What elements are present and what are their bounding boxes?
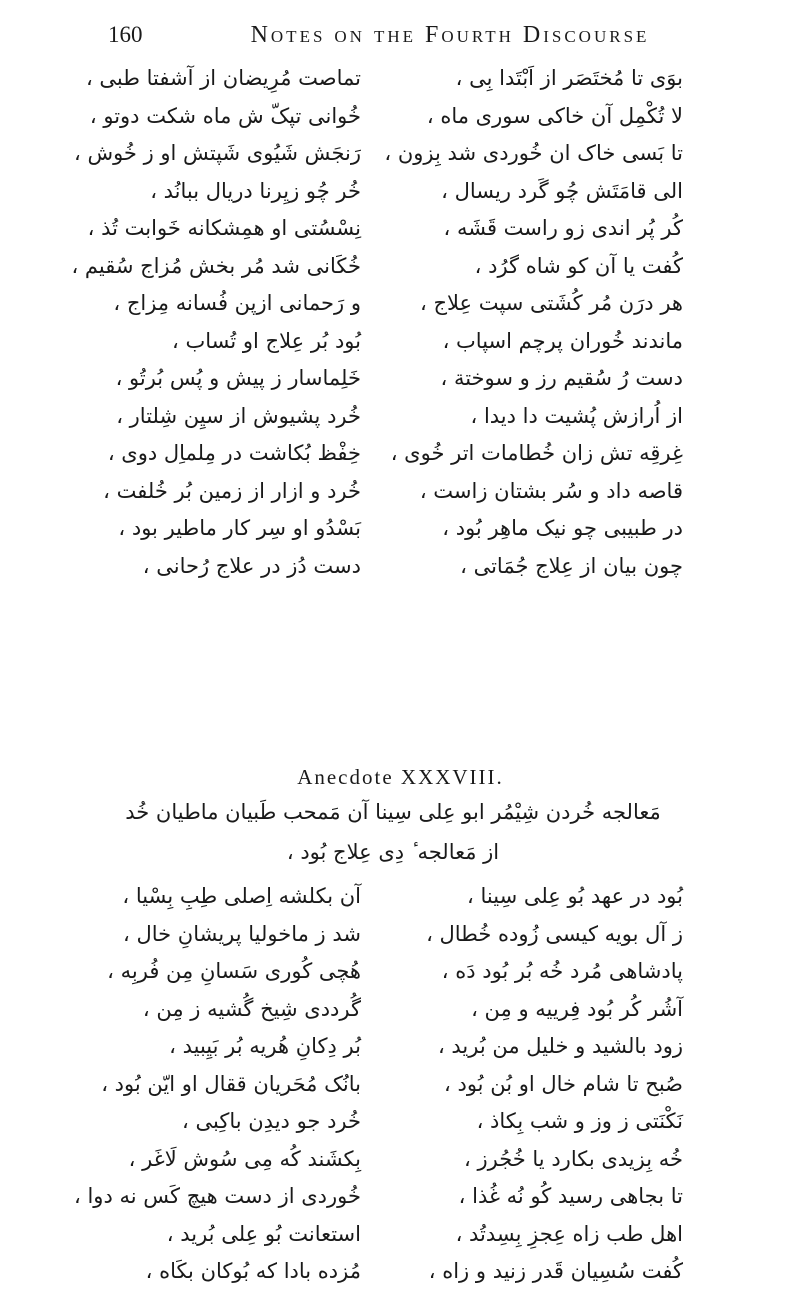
verse-line: بانُک مُحَریان ققال او ایّن بُود ، bbox=[101, 1071, 361, 1096]
verse-line: کُر پُر اندی زو راست قَشَه ، bbox=[443, 216, 683, 240]
verse-line: خُر چُو زیِرنا دریال ببانُد ، bbox=[150, 178, 361, 203]
verse-line: هُچی کُوری سَسانِ مِن فُربِه ، bbox=[107, 959, 361, 983]
verse-line: شد ز ماخولیا پریشانِ خال ، bbox=[123, 921, 361, 946]
verse-line: دست دُز در علاج رُحانی ، bbox=[142, 553, 361, 578]
verse-line: غِرقِه تش زان خُطامات اتر خُوی ، bbox=[390, 441, 683, 465]
verse-line: کُفت یا آن کو شاه گرُد ، bbox=[474, 253, 683, 278]
verse-line: خُوانی تپکّ ش ماه شکت دوتو ، bbox=[89, 103, 361, 128]
verse-line: بِکشَند کُه مِی سُوش لَاغَر ، bbox=[128, 1146, 361, 1171]
page-number: 160 bbox=[108, 22, 143, 47]
intro-line: از مَعالجه ٔ دِی عِلاج بُود ، bbox=[286, 840, 500, 864]
verse-column-left-top bbox=[61, 60, 361, 585]
verse-line: نِسْسُتی او همِشکانه خَوابت تُذ ، bbox=[87, 216, 361, 240]
verse-line: و رَحمانی ازپن فُسانه مِزاج ، bbox=[113, 291, 361, 315]
verse-line: خُه بِزیدی بکارد یا خُجُرز ، bbox=[464, 1146, 683, 1171]
verse-line: از اُرازش پُشیت دا دیدا ، bbox=[470, 403, 683, 428]
verse-line: ماندند خُوران پرچم اسپاب ، bbox=[442, 328, 683, 353]
verse-line: تماصت مُرِیضان از آشفتا طبی ، bbox=[85, 66, 361, 90]
running-title: Notes on the Fourth Discourse bbox=[250, 22, 650, 48]
verse-line: رَنجَش شَیُوی شَپتش او ز خُوش ، bbox=[74, 141, 361, 165]
verse-line: گُرددی شِیخ گُشیه ز مِن ، bbox=[142, 996, 361, 1021]
verse-line: آشُر کُر بُود فِرییه و مِن ، bbox=[471, 996, 683, 1021]
verse-line: پادشاهی مُرد خُه بُر بُود دَه ، bbox=[441, 959, 683, 983]
verse-line: هر درَن مُر کُشَتی سپت عِلاج ، bbox=[420, 291, 683, 315]
verse-line: دست رُ سُقیم رز و سوختة ، bbox=[440, 366, 683, 390]
verse-line: خِفْظ بُکاشت در مِلماِل دوی ، bbox=[107, 441, 361, 465]
verse-line: چون بیان از عِلاج جُمَاتی ، bbox=[460, 553, 683, 578]
verse-column-right-bottom bbox=[383, 878, 683, 1291]
verse-line: استعانت بُو عِلی بُرید ، bbox=[166, 1221, 361, 1246]
verse-line: بُر دِکانِ هُریه بُر بَیِبید ، bbox=[169, 1034, 361, 1058]
verse-line: بُود بُر عِلاج او تُساب ، bbox=[172, 328, 361, 353]
verse-line: اهل طب زاه عِجزِ بِسِدتُد ، bbox=[455, 1221, 683, 1246]
verse-line: تا بجاهی رسید کُو نُه غُذا ، bbox=[458, 1184, 683, 1208]
verse-line: بَسْدُو او سِر کار ماطیر بود ، bbox=[118, 516, 361, 540]
verse-line: صُبح تا شام خال او بُن بُود ، bbox=[444, 1071, 683, 1096]
verse-line: آن بکلشه اِصلی طِبِ بِسْیا ، bbox=[122, 884, 361, 908]
verse-line: ز آل بویه کیسی زُوده خُطال ، bbox=[426, 921, 683, 946]
verse-line: در طبیبی چو نیک ماهِر بُود ، bbox=[442, 516, 683, 540]
verse-line: بوَی تا مُختَصَر از اَبْتَدا بِی ، bbox=[455, 66, 683, 90]
verse-line: الی قامَتَش چُو گَرد ریسال ، bbox=[441, 178, 683, 203]
anecdote-intro bbox=[103, 792, 683, 872]
verse-line: بُود در عهد بُو عِلی سِینا ، bbox=[467, 884, 683, 908]
verse-column-left-bottom bbox=[61, 878, 361, 1291]
page-header bbox=[0, 22, 801, 62]
intro-line: مَعالجه خُردن شِیْمُر ابو عِلی سِینا آن مَمحب طَبیان ماطیان خُد bbox=[125, 800, 661, 824]
verse-line: خُرد جو دیدِن باکِبی ، bbox=[182, 1109, 361, 1133]
verse-line: قاصه داد و سُر بشتان زاست ، bbox=[419, 478, 683, 503]
verse-line: زود بالشید و خلیل من بُرید ، bbox=[437, 1034, 683, 1058]
verse-line: خُوردی از دست هیچ کَس نه دوا ، bbox=[74, 1184, 361, 1208]
anecdote-title: Anecdote XXXVIII. bbox=[297, 765, 504, 789]
verse-line: نَکْنَتی ز وز و شب بِکاذ ، bbox=[476, 1109, 683, 1133]
verse-line: لا تُکْمِل آن خاکی سوری ماه ، bbox=[426, 103, 683, 128]
verse-line: خُکَانی شد مُر بخش مُزاج سُقیم ، bbox=[71, 253, 361, 278]
verse-line: خُرد پشیوش از سیِن شِلتار ، bbox=[116, 403, 361, 428]
verse-line: تا بَسی خاک ان خُوردی شد بِزون ، bbox=[384, 141, 683, 165]
verse-line: خُرد و ازار از زمین بُر خُلفت ، bbox=[103, 478, 361, 503]
verse-column-right-top bbox=[383, 60, 683, 585]
verse-line: مُزده بادا که بُوکان بکَاه ، bbox=[145, 1259, 361, 1283]
verse-line: کُفت سُسِیان قَدر زنید و زاه ، bbox=[428, 1259, 683, 1283]
verse-line: خَلِماسار ز پیش و پُس بُرتُو ، bbox=[115, 366, 361, 390]
